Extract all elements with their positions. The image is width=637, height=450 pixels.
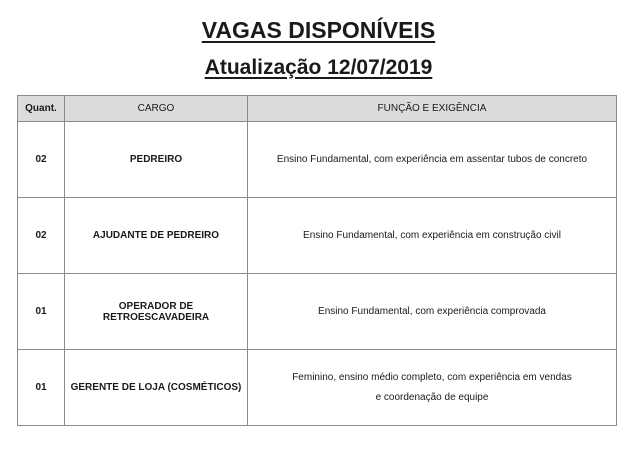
page-title: VAGAS DISPONÍVEIS [201,17,436,43]
cargo-cell: AJUDANTE DE PEDREIRO [65,198,248,274]
requirements-line: Ensino Fundamental, com experiência em construção civil [303,229,561,241]
table-row [18,274,617,350]
job-vacancies-table [17,95,617,426]
quantity-cell: 02 [18,122,65,198]
quantity-cell: 01 [18,274,65,350]
table-row [18,198,617,274]
requirements-cell [248,350,617,426]
cargo-cell: PEDREIRO [65,122,248,198]
requirements-cell [248,274,617,350]
quantity-cell: 02 [18,198,65,274]
requirements-line: Feminino, ensino médio completo, com experiência em vendas [292,371,572,383]
cargo-cell: OPERADOR DE RETROESCAVADEIRA [65,274,248,350]
column-header-quant: Quant. [18,96,65,122]
table-row [18,122,617,198]
table-header-row [18,96,617,122]
requirements-cell [248,198,617,274]
requirements-line: Ensino Fundamental, com experiência em assentar tubos de concreto [276,153,588,165]
requirements-line: Ensino Fundamental, com experiência comprovada [318,305,546,317]
requirements-line: e coordenação de equipe [375,391,489,403]
table-row [18,350,617,426]
cargo-cell: GERENTE DE LOJA (COSMÉTICOS) [65,350,248,426]
column-header-cargo: CARGO [65,96,248,122]
column-header-funcao: FUNÇÃO E EXIGÊNCIA [248,96,617,122]
quantity-cell: 01 [18,350,65,426]
requirements-cell [248,122,617,198]
update-date: Atualização 12/07/2019 [204,56,433,79]
